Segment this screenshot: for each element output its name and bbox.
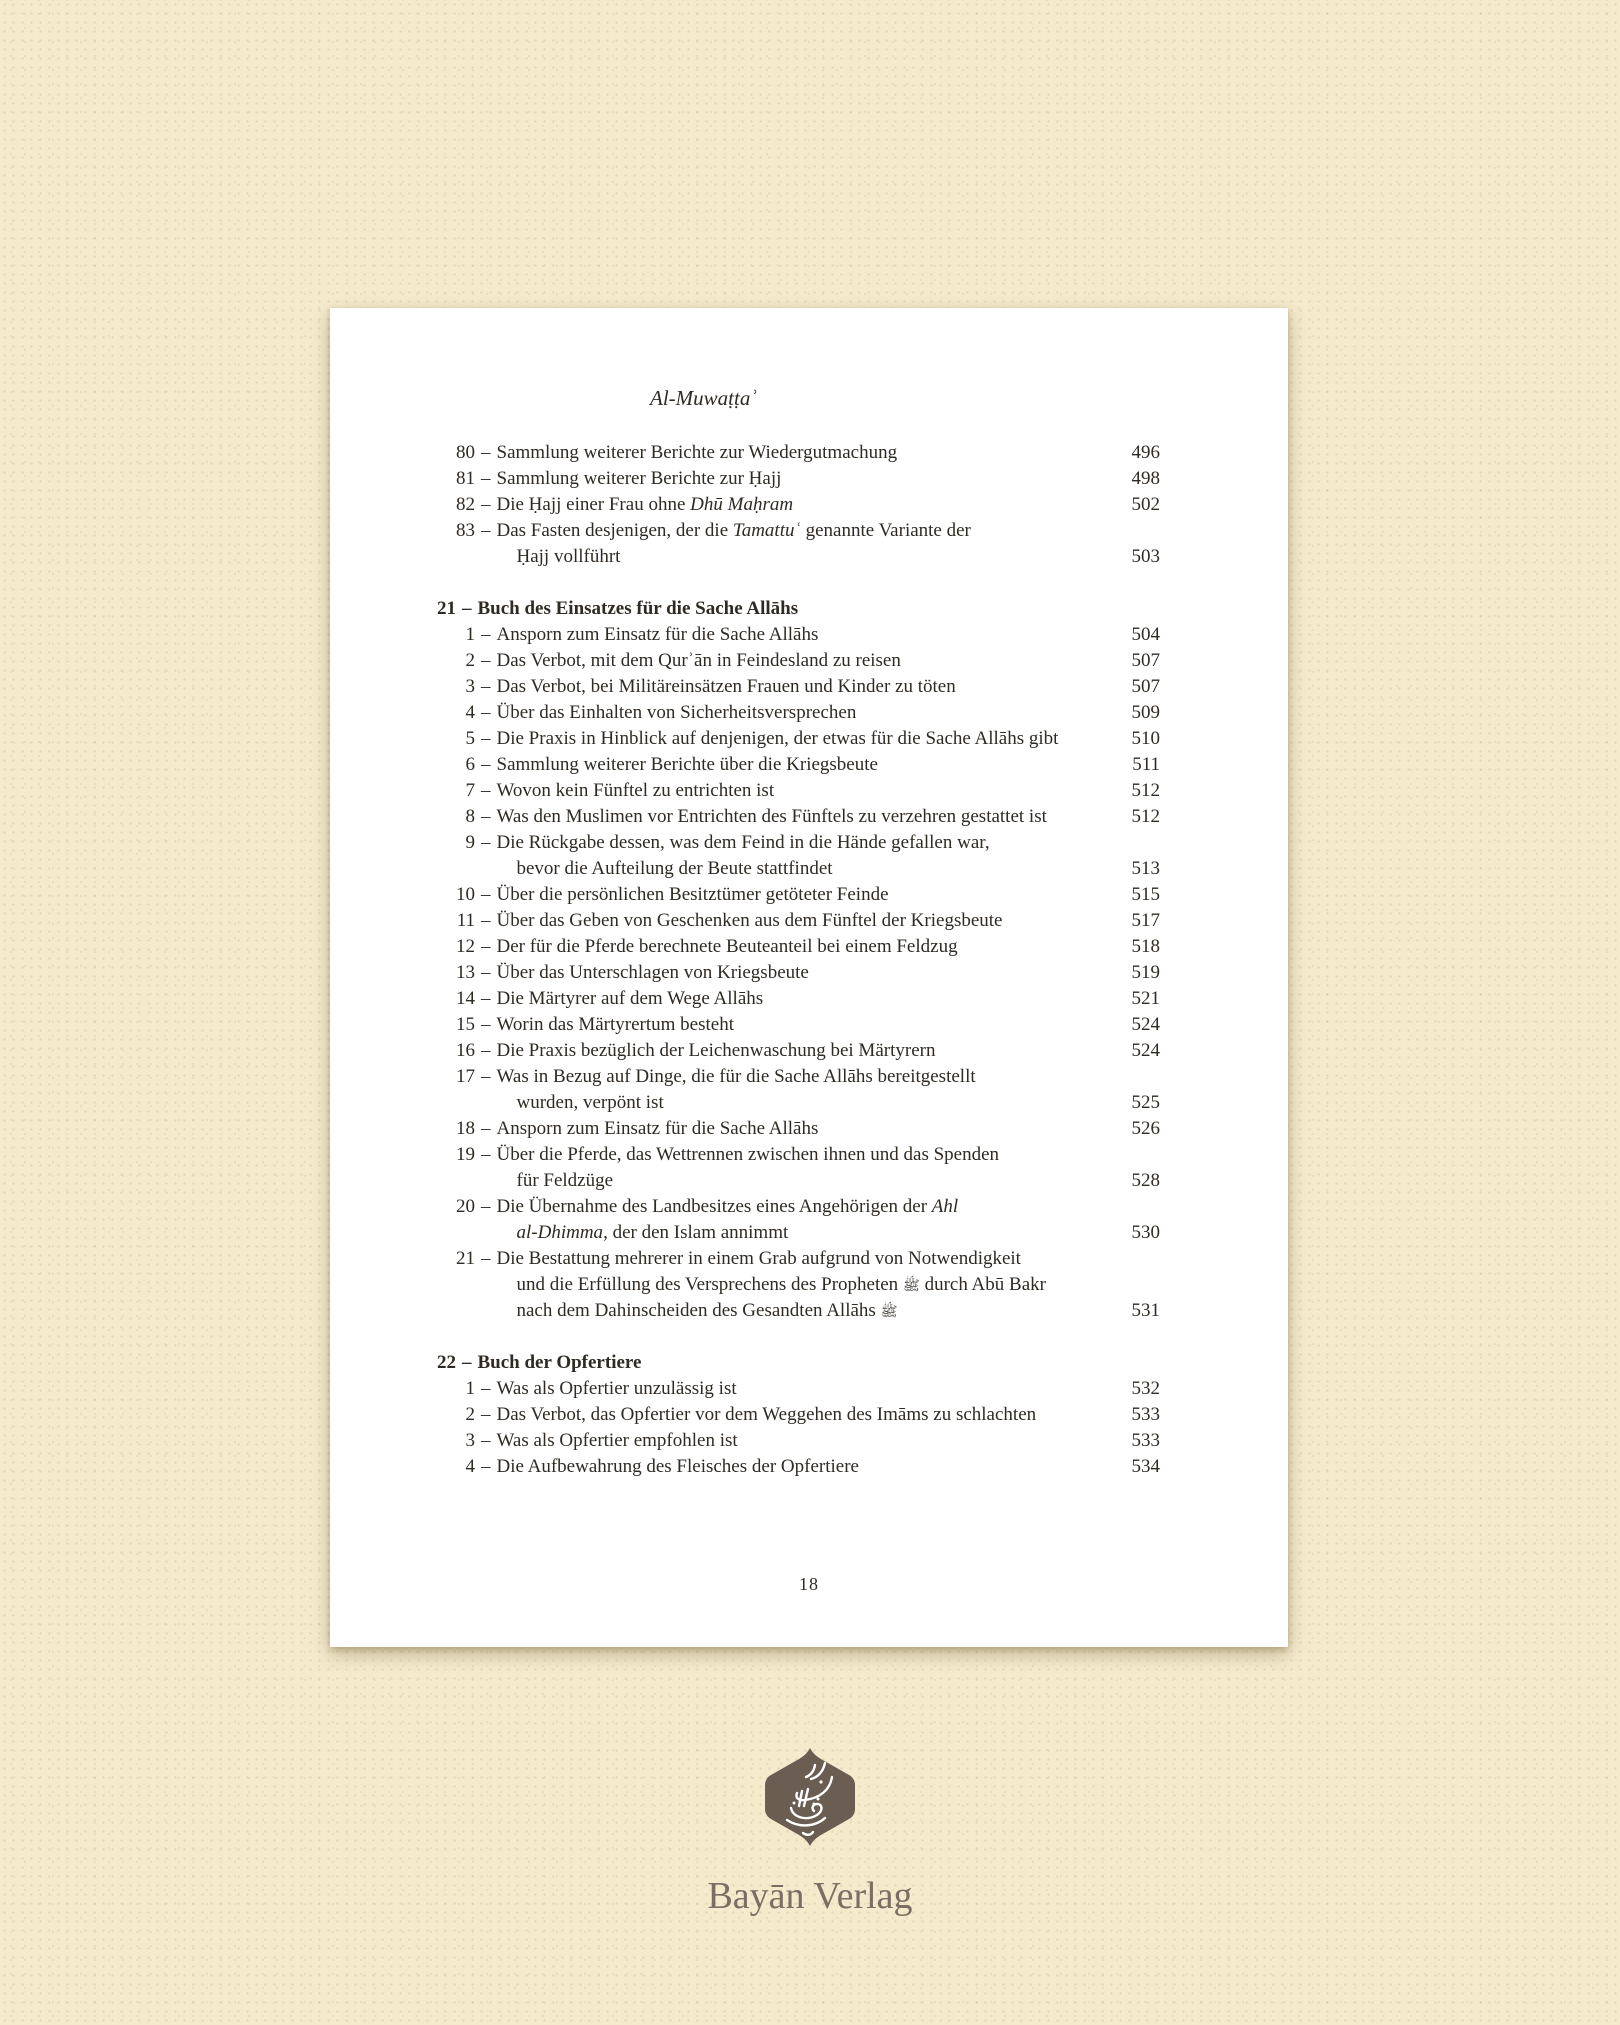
text-segment: Das Verbot, bei Militäreinsätzen Frauen und Kinder zu töten (496, 676, 956, 697)
toc-entry (437, 518, 1160, 570)
entry-title (497, 1246, 1117, 1324)
toc-entry (437, 804, 1160, 830)
toc-entry (437, 1064, 1160, 1116)
entry-number: 16 (456, 1040, 475, 1061)
separator: – (481, 780, 491, 801)
entry-title (497, 648, 1117, 674)
toc-entry (437, 1376, 1160, 1402)
entry-title-line (497, 440, 1117, 466)
separator: – (481, 728, 491, 749)
separator: – (481, 1430, 491, 1451)
text-segment: , der den Islam annimmt (603, 1222, 789, 1243)
entry-number: 18 (456, 1118, 475, 1139)
entry-title (497, 1194, 1117, 1246)
entry-page-number: 524 (1131, 1040, 1160, 1061)
entry-number: 2 (465, 1404, 475, 1425)
text-segment: Sammlung weiterer Berichte zur Wiedergutmachung (496, 442, 898, 463)
section-title: Buch der Opfertiere (477, 1352, 642, 1373)
entry-title-line (497, 1454, 1117, 1480)
entry-page-number: 524 (1131, 1014, 1160, 1035)
entry-page-number: 528 (1131, 1170, 1160, 1191)
entry-title (497, 466, 1117, 492)
text-segment: nach dem Dahinscheiden des Gesandten Allāhs (516, 1300, 881, 1321)
entry-page-number: 526 (1131, 1118, 1160, 1139)
entry-title (497, 986, 1117, 1012)
entry-title (497, 1402, 1117, 1428)
text-segment: für Feldzüge (516, 1170, 614, 1191)
entry-title (497, 518, 1117, 570)
text-segment: Worin das Märtyrertum besteht (496, 1014, 734, 1035)
toc-entry (437, 466, 1160, 492)
toc-section-21 (437, 596, 1160, 1324)
publisher-logo-badge (757, 1748, 863, 1846)
entry-number: 6 (465, 754, 475, 775)
entry-title-line (497, 1116, 1117, 1142)
toc-entry (437, 440, 1160, 466)
text-segment: Über die persönlichen Besitztümer getöteter Feinde (496, 884, 889, 905)
text-segment: Die Ḥajj einer Frau ohne (496, 494, 691, 515)
entry-title (497, 1454, 1117, 1480)
text-segment: Sammlung weiterer Berichte über die Kriegsbeute (496, 754, 878, 775)
entry-title (497, 908, 1117, 934)
toc-entry (437, 700, 1160, 726)
text-segment: Der für die Pferde berechnete Beuteanteil bei einem Feldzug (496, 936, 958, 957)
entry-title-line (497, 1298, 1117, 1324)
running-title: Al-Muwaṭṭaʾ (650, 386, 758, 410)
toc-entry (437, 1246, 1160, 1324)
separator: – (481, 1404, 491, 1425)
entry-title-line (497, 1142, 1117, 1168)
entry-number: 83 (456, 520, 475, 541)
text-segment: Die Bestattung mehrerer in einem Grab aufgrund von Notwendigkeit (496, 1248, 1021, 1269)
text-segment: Über das Unterschlagen von Kriegsbeute (496, 962, 809, 983)
entry-title-line (497, 1194, 1117, 1220)
entry-title (497, 674, 1117, 700)
text-segment: Das Verbot, mit dem Qurʾān in Feindesland zu reisen (496, 650, 901, 671)
entry-title-line (497, 648, 1117, 674)
entry-title-line (497, 1428, 1117, 1454)
separator: – (481, 676, 491, 697)
section-number: 21 (437, 598, 456, 619)
separator: – (481, 1066, 491, 1087)
toc-section-continued (437, 440, 1160, 570)
toc-entry (437, 1116, 1160, 1142)
entry-title-line (497, 1038, 1117, 1064)
text-segment: Über das Geben von Geschenken aus dem Fünftel der Kriegsbeute (496, 910, 1003, 931)
separator: – (481, 936, 491, 957)
entry-number: 13 (456, 962, 475, 983)
section-title: Buch des Einsatzes für die Sache Allāhs (477, 598, 799, 619)
toc-section-22 (437, 1350, 1160, 1480)
entry-title (497, 700, 1117, 726)
entry-title-line (497, 674, 1117, 700)
text-segment: Dhū Maḥram (690, 494, 794, 515)
toc (437, 440, 1160, 1480)
text-segment: Die Rückgabe dessen, was dem Feind in die Hände gefallen war, (496, 832, 990, 853)
text-segment: Wovon kein Fünftel zu entrichten ist (496, 780, 775, 801)
entry-title (497, 1116, 1117, 1142)
entry-title-line (497, 726, 1117, 752)
separator: – (481, 754, 491, 775)
separator: – (481, 468, 491, 489)
separator: – (481, 1040, 491, 1061)
entry-title-line (497, 1168, 1117, 1194)
entry-number: 17 (456, 1066, 475, 1087)
entry-page-number: 509 (1131, 702, 1160, 723)
text-segment: Ansporn zum Einsatz für die Sache Allāhs (496, 1118, 819, 1139)
entry-number: 7 (465, 780, 475, 801)
entry-number: 12 (456, 936, 475, 957)
entry-page-number: 496 (1131, 442, 1160, 463)
entry-title (497, 960, 1117, 986)
entry-number: 14 (456, 988, 475, 1009)
entry-title-line (497, 778, 1117, 804)
toc-entry (437, 1012, 1160, 1038)
entry-title (497, 882, 1117, 908)
text-segment: Ansporn zum Einsatz für die Sache Allāhs (496, 624, 819, 645)
entry-title-line (497, 1376, 1117, 1402)
text-segment: Tamattuʿ (732, 520, 801, 541)
entry-title (497, 1428, 1117, 1454)
separator: – (481, 520, 491, 541)
text-segment: Die Aufbewahrung des Fleisches der Opfertiere (496, 1456, 859, 1477)
text-segment: und die Erfüllung des Versprechens des Propheten (516, 1274, 903, 1295)
toc-entry (437, 622, 1160, 648)
toc-entry (437, 752, 1160, 778)
entry-title-line (497, 804, 1117, 830)
entry-number: 8 (465, 806, 475, 827)
text-segment: Die Märtyrer auf dem Wege Allāhs (496, 988, 764, 1009)
entry-number: 15 (456, 1014, 475, 1035)
section-number: 22 (437, 1352, 456, 1373)
entry-title-line (497, 1012, 1117, 1038)
entry-title (497, 934, 1117, 960)
entry-page-number: 498 (1131, 468, 1160, 489)
separator: – (481, 806, 491, 827)
separator: – (481, 884, 491, 905)
entry-page-number: 518 (1131, 936, 1160, 957)
entry-title (497, 1012, 1117, 1038)
entry-page-number: 533 (1131, 1404, 1160, 1425)
text-segment: genannte Variante der (800, 520, 971, 541)
entry-title (497, 1038, 1117, 1064)
text-segment: durch Abū Bakr (919, 1274, 1046, 1295)
entry-number: 4 (465, 702, 475, 723)
separator: – (481, 702, 491, 723)
entry-number: 3 (465, 676, 475, 697)
separator: – (462, 598, 472, 619)
entry-title-line (497, 1246, 1117, 1272)
entry-title-line (497, 1402, 1117, 1428)
section-heading (437, 1350, 1160, 1376)
entry-title-line (497, 986, 1117, 1012)
toc-entry (437, 674, 1160, 700)
toc-entry (437, 726, 1160, 752)
toc-entry (437, 1428, 1160, 1454)
entry-page-number: 513 (1131, 858, 1160, 879)
text-segment: al-Dhimma (516, 1222, 604, 1243)
entry-title-line (497, 1090, 1117, 1116)
text-segment: Über das Einhalten von Sicherheitsversprechen (496, 702, 857, 723)
entry-number: 10 (456, 884, 475, 905)
separator: – (481, 1118, 491, 1139)
separator: – (481, 1014, 491, 1035)
entry-title (497, 830, 1117, 882)
entry-page-number: 519 (1131, 962, 1160, 983)
entry-page-number: 511 (1132, 754, 1160, 775)
entry-number: 3 (465, 1430, 475, 1451)
text-segment: Was als Opfertier empfohlen ist (496, 1430, 738, 1451)
entry-page-number: 533 (1131, 1430, 1160, 1451)
toc-entry (437, 882, 1160, 908)
entry-page-number: 521 (1131, 988, 1160, 1009)
entry-page-number: 510 (1131, 728, 1160, 749)
text-segment: Sammlung weiterer Berichte zur Ḥajj (496, 468, 782, 489)
entry-number: 80 (456, 442, 475, 463)
toc-entry (437, 648, 1160, 674)
entry-title-line (497, 856, 1117, 882)
entry-number: 81 (456, 468, 475, 489)
toc-entry (437, 986, 1160, 1012)
entry-title-line (497, 882, 1117, 908)
text-segment: Die Praxis bezüglich der Leichenwaschung bei Märtyrern (496, 1040, 936, 1061)
separator: – (481, 442, 491, 463)
entry-number: 5 (465, 728, 475, 749)
text-segment: Was den Muslimen vor Entrichten des Fünftels zu verzehren gestattet ist (496, 806, 1047, 827)
entry-title (497, 752, 1117, 778)
entry-number: 20 (456, 1196, 475, 1217)
toc-entry (437, 1194, 1160, 1246)
entry-title-line (497, 1064, 1117, 1090)
text-segment: Die Praxis in Hinblick auf denjenigen, der etwas für die Sache Allāhs gibt (496, 728, 1059, 749)
entry-title-line (497, 544, 1117, 570)
entry-title-line (497, 700, 1117, 726)
text-segment: Die Übernahme des Landbesitzes eines Angehörigen der (496, 1196, 932, 1217)
entry-page-number: 512 (1131, 806, 1160, 827)
entry-title (497, 1142, 1117, 1194)
text-segment: Was in Bezug auf Dinge, die für die Sache Allāhs bereitgestellt (496, 1066, 976, 1087)
separator: – (481, 1378, 491, 1399)
entry-number: 19 (456, 1144, 475, 1165)
separator: – (481, 1144, 491, 1165)
entry-title-line (497, 622, 1117, 648)
toc-entry (437, 830, 1160, 882)
entry-title (497, 492, 1117, 518)
toc-entry (437, 1402, 1160, 1428)
entry-title-line (497, 466, 1117, 492)
separator: – (481, 1248, 491, 1269)
entry-page-number: 531 (1131, 1300, 1160, 1321)
entry-number: 9 (465, 832, 475, 853)
entry-page-number: 512 (1131, 780, 1160, 801)
entry-page-number: 530 (1131, 1222, 1160, 1243)
separator: – (481, 1196, 491, 1217)
text-segment: bevor die Aufteilung der Beute stattfindet (516, 858, 833, 879)
honorific-symbol: ﷺ (880, 1304, 898, 1320)
toc-entry (437, 908, 1160, 934)
entry-title (497, 1376, 1117, 1402)
publisher-name: Bayān Verlag (707, 1875, 913, 1917)
entry-title-line (497, 752, 1117, 778)
separator: – (481, 962, 491, 983)
entry-number: 21 (456, 1248, 475, 1269)
entry-title-line (497, 518, 1117, 544)
book-page (330, 308, 1288, 1647)
toc-entry (437, 1038, 1160, 1064)
entry-page-number: 507 (1131, 650, 1160, 671)
badge-shape (765, 1748, 855, 1846)
entry-title-line (497, 1272, 1117, 1298)
entry-number: 11 (456, 910, 475, 931)
entry-title (497, 804, 1117, 830)
entry-title-line (497, 934, 1117, 960)
toc-entry (437, 492, 1160, 518)
separator: – (481, 650, 491, 671)
separator: – (481, 494, 491, 515)
text-segment: wurden, verpönt ist (516, 1092, 664, 1113)
entry-title-line (497, 830, 1117, 856)
entry-page-number: 525 (1131, 1092, 1160, 1113)
entry-number: 82 (456, 494, 475, 515)
text-segment: Das Fasten desjenigen, der die (496, 520, 733, 541)
text-segment: Ahl (931, 1196, 959, 1217)
toc-entry (437, 1454, 1160, 1480)
entry-title-line (497, 908, 1117, 934)
separator: – (481, 910, 491, 931)
entry-page-number: 534 (1131, 1456, 1160, 1477)
entry-number: 4 (465, 1456, 475, 1477)
entry-page-number: 502 (1131, 494, 1160, 515)
separator: – (462, 1352, 472, 1373)
entry-page-number: 503 (1131, 546, 1160, 567)
toc-entry (437, 934, 1160, 960)
entry-page-number: 515 (1131, 884, 1160, 905)
entry-title (497, 726, 1117, 752)
separator: – (481, 832, 491, 853)
toc-entry (437, 778, 1160, 804)
entry-title-line (497, 1220, 1117, 1246)
entry-title (497, 778, 1117, 804)
text-segment: Ḥajj vollführt (516, 546, 621, 567)
entry-page-number: 507 (1131, 676, 1160, 697)
honorific-symbol: ﷺ (902, 1278, 920, 1294)
entry-title (497, 440, 1117, 466)
entry-page-number: 532 (1131, 1378, 1160, 1399)
toc-entry (437, 960, 1160, 986)
text-segment: Über die Pferde, das Wettrennen zwischen ihnen und das Spenden (496, 1144, 1000, 1165)
entry-title (497, 622, 1117, 648)
text-segment: Was als Opfertier unzulässig ist (496, 1378, 737, 1399)
entry-number: 1 (465, 624, 475, 645)
toc-entry (437, 1142, 1160, 1194)
entry-title-line (497, 960, 1117, 986)
text-segment: Das Verbot, das Opfertier vor dem Weggehen des Imāms zu schlachten (496, 1404, 1037, 1425)
entry-page-number: 517 (1131, 910, 1160, 931)
separator: – (481, 988, 491, 1009)
section-heading (437, 596, 1160, 622)
entry-title-line (497, 492, 1117, 518)
folio-page-number: 18 (799, 1574, 819, 1594)
entry-number: 2 (465, 650, 475, 671)
entry-title (497, 1064, 1117, 1116)
entry-page-number: 504 (1131, 624, 1160, 645)
entry-number: 1 (465, 1378, 475, 1399)
separator: – (481, 624, 491, 645)
separator: – (481, 1456, 491, 1477)
